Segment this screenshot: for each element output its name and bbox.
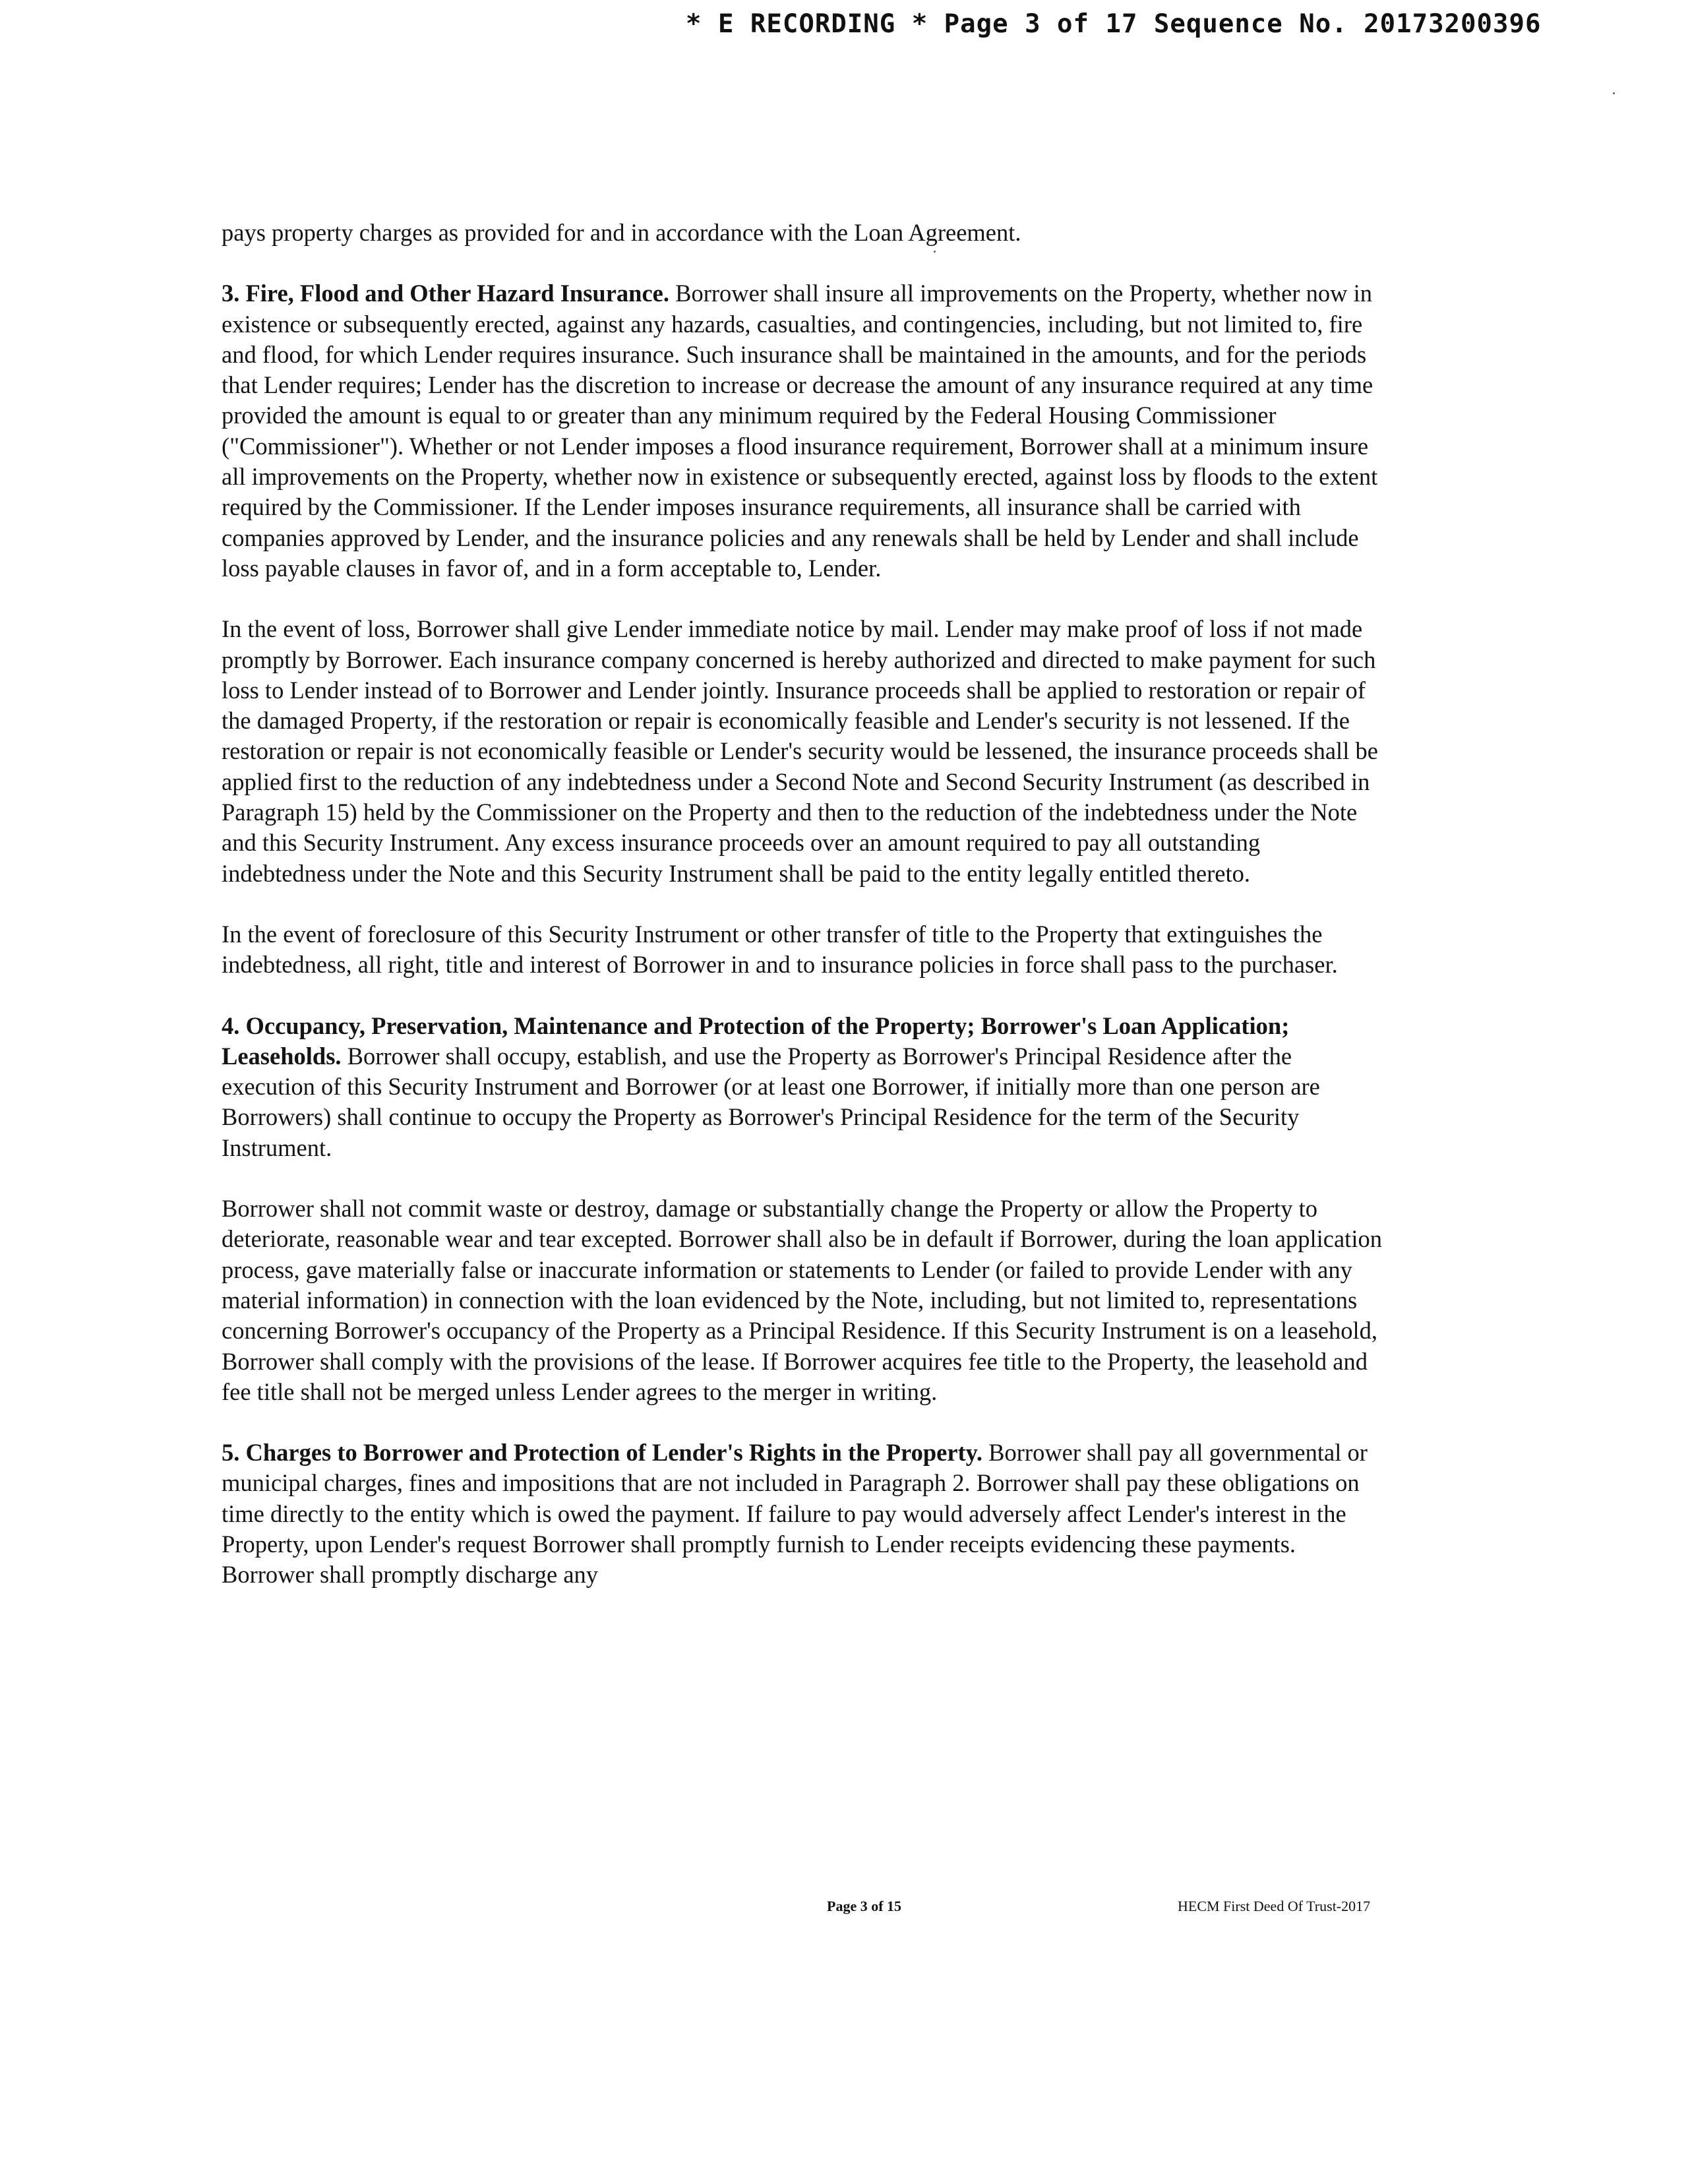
recording-stamp: * E RECORDING * Page 3 of 17 Sequence No. 20173200396 xyxy=(686,9,1542,39)
section-heading: 5. Charges to Borrower and Protection of Lender's Rights in the Property. xyxy=(222,1439,983,1467)
paragraph-text: In the event of loss, Borrower shall give Lender immediate notice by mail. Lender may make proof of loss if not made promptly by Borrower. Each insurance company concerned is hereby authorized and directed to make payment for such loss to Lender instead of to Borrower and Lender jointly. Insurance proceeds shall be applied to restoration or repair of the damaged Property, if the restoration or repair is economically feasible and Lender's security is not lessened. If the restoration or repair is not economically feasible or Lender's security would be lessened, the insurance proceeds shall be applied first to the reduction of any indebtedness under a Second Note and Second Security Instrument (as described in Paragraph 15) held by the Commissioner on the Property and then to the reduction of the indebtedness under the Note and this Security Instrument. Any excess insurance proceeds over an amount required to pay all outstanding indebtedness under the Note and this Security Instrument shall be paid to the entity legally entitled thereto. xyxy=(222,615,1378,887)
document-body xyxy=(222,218,1382,1621)
paragraph-continuation xyxy=(222,218,1382,248)
paragraph-section-4 xyxy=(222,1011,1382,1163)
paragraph-text: Borrower shall pay all governmental or municipal charges, fines and impositions that are not included in Paragraph 2. Borrower shall pay these obligations on time directly to the entity which is owed the payment. If failure to pay would adversely affect Lender's interest in the Property, upon Lender's request Borrower shall promptly furnish to Lender receipts evidencing these payments. Borrower shall promptly discharge any xyxy=(222,1439,1368,1589)
paragraph-section-3 xyxy=(222,278,1382,584)
paragraph-section-5 xyxy=(222,1438,1382,1590)
paragraph-loss-notice xyxy=(222,614,1382,889)
paragraph-text: pays property charges as provided for and in accordance with the Loan Agreement. xyxy=(222,219,1021,246)
section-heading: 4. Occupancy, Preservation, Maintenance and Protection of the Property; Borrower's Loan Application; Leaseholds. xyxy=(222,1012,1290,1070)
paragraph-text: Borrower shall insure all improvements on the Property, whether now in existence or subsequently erected, against any hazards, casualties, and contingencies, including, but not limited to, fire and flood, for which Lender requires insurance. Such insurance shall be maintained in the amounts, and for the periods that Lender requires; Lender has the discretion to increase or decrease the amount of any insurance required at any time provided the amount is equal to or greater than any minimum required by the Federal Housing Commissioner ("Commissioner"). Whether or not Lender imposes a flood insurance requirement, Borrower shall at a minimum insure all improvements on the Property, whether now in existence or subsequently erected, against loss by floods to the extent required by the Commissioner. If the Lender imposes insurance requirements, all insurance shall be carried with companies approved by Lender, and the insurance policies and any renewals shall be held by Lender and shall include loss payable clauses in favor of, and in a form acceptable to, Lender. xyxy=(222,280,1378,582)
paragraph-text: Borrower shall occupy, establish, and use the Property as Borrower's Principal Residence after the execution of this Security Instrument and Borrower (or at least one Borrower, if initially more than one person are Borrowers) shall continue to occupy the Property as Borrower's Principal Residence for the term of the Security Instrument. xyxy=(222,1042,1320,1161)
paragraph-text: Borrower shall not commit waste or destroy, damage or substantially change the Property or allow the Property to deteriorate, reasonable wear and tear excepted. Borrower shall also be in default if Borrower, during the loan application process, gave materially false or inaccurate information or statements to Lender (or failed to provide Lender with any material information) in connection with the loan evidenced by the Note, including, but not limited to, representations concerning Borrower's occupancy of the Property as a Principal Residence. If this Security Instrument is on a leasehold, Borrower shall comply with the provisions of the lease. If Borrower acquires fee title to the Property, the leasehold and fee title shall not be merged unless Lender agrees to the merger in writing. xyxy=(222,1195,1382,1405)
footer-form-name: HECM First Deed Of Trust-2017 xyxy=(1178,1898,1371,1914)
paragraph-foreclosure xyxy=(222,919,1382,981)
paragraph-text: In the event of foreclosure of this Security Instrument or other transfer of title to the Property that extinguishes the indebtedness, all right, title and interest of Borrower in and to insurance policies in force shall pass to the purchaser. xyxy=(222,920,1338,979)
scan-speck xyxy=(1613,92,1615,94)
footer-page-number: Page 3 of 15 xyxy=(827,1898,902,1914)
section-heading: 3. Fire, Flood and Other Hazard Insurance. xyxy=(222,280,669,307)
paragraph-waste xyxy=(222,1194,1382,1407)
